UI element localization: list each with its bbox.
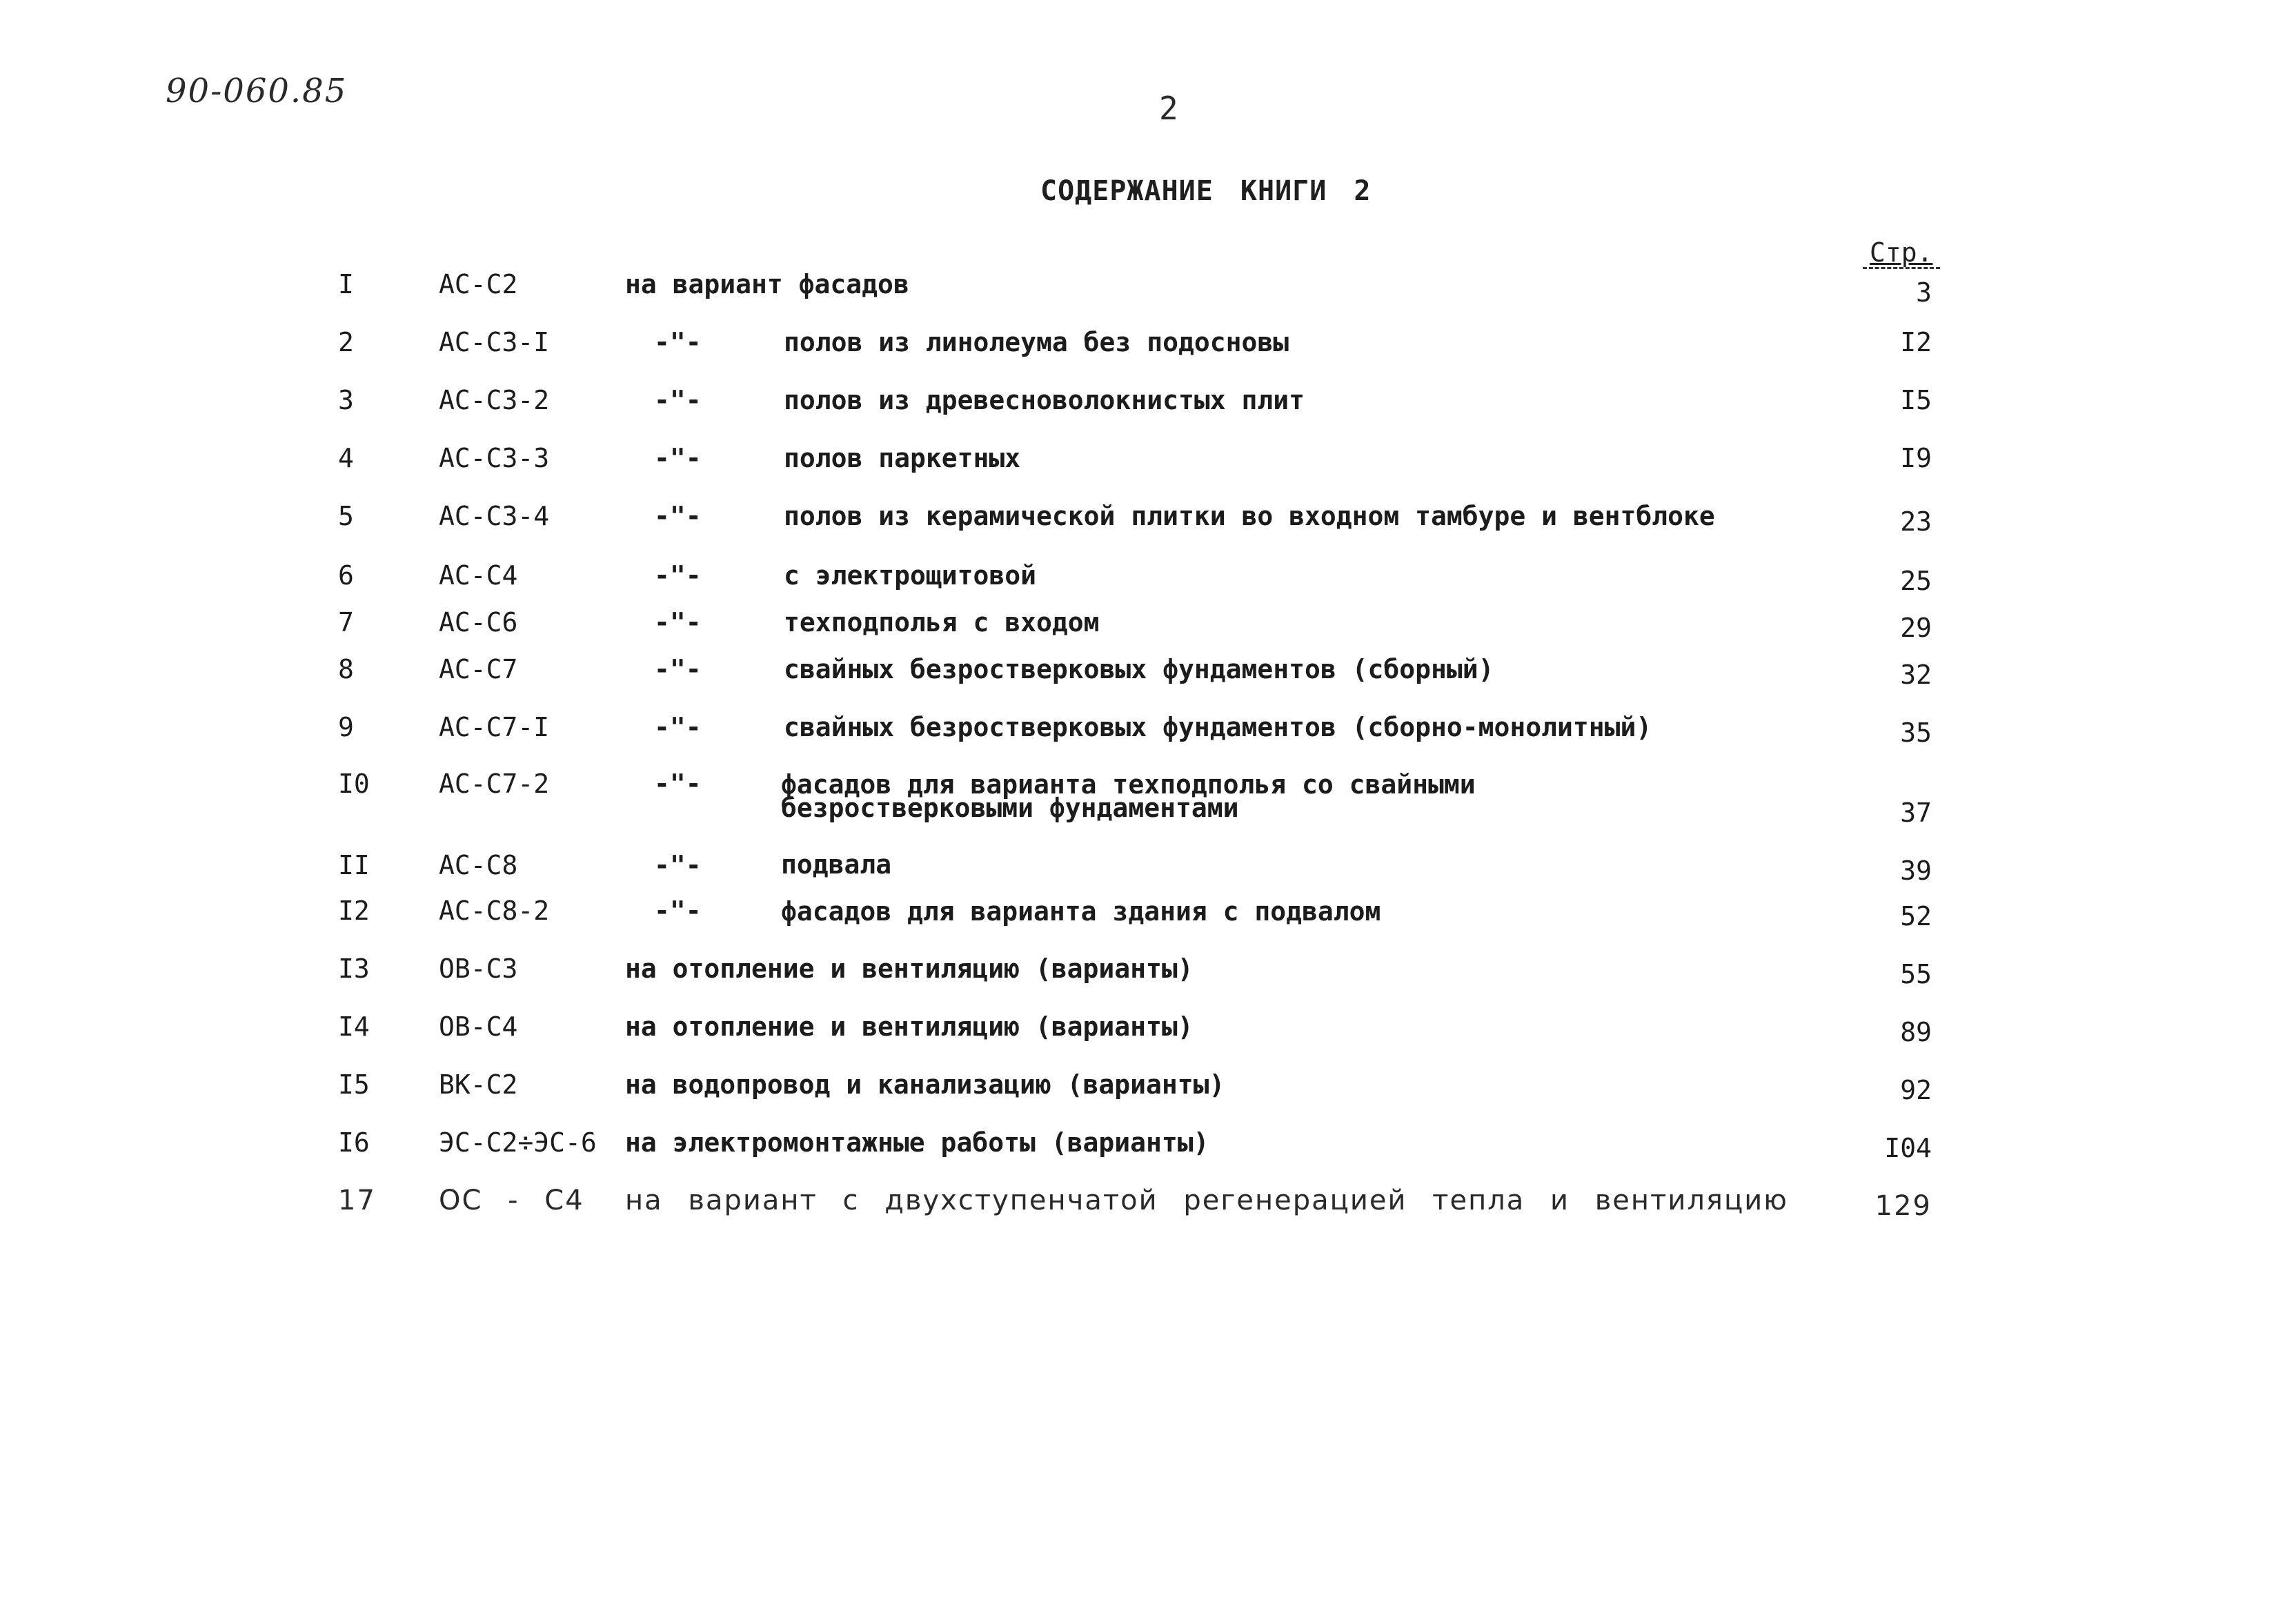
toc-row-page: 3 <box>1916 277 1932 308</box>
toc-row-number: 6 <box>338 560 354 591</box>
toc-row-number: 3 <box>338 385 354 415</box>
toc-row-description: на электромонтажные работы (варианты) <box>625 1127 1209 1158</box>
toc-row <box>0 328 2296 377</box>
toc-row <box>0 713 2296 762</box>
toc-row-description: на водопровод и канализацию (варианты) <box>625 1069 1225 1100</box>
toc-row-ditto: -"- <box>654 607 702 638</box>
toc-row <box>0 655 2296 704</box>
toc-row <box>0 897 2296 945</box>
toc-row-page: 129 <box>1874 1190 1932 1222</box>
toc-row-number: I5 <box>338 1069 370 1100</box>
toc-row-code: АС-С7-2 <box>439 769 550 799</box>
toc-row <box>0 770 2296 839</box>
toc-row-code: ЭС-С2÷ЭС-6 <box>439 1127 597 1158</box>
toc-row-page: 29 <box>1900 613 1932 643</box>
toc-row-ditto: -"- <box>654 385 702 415</box>
toc-row-code: АС-С7 <box>439 654 518 684</box>
toc-row-page: 32 <box>1900 660 1932 690</box>
toc-row-code: АС-С3-3 <box>439 443 550 473</box>
toc-row-page: I9 <box>1900 443 1932 473</box>
toc-row-description: свайных безростверковых фундаментов (сборный) <box>784 654 1494 684</box>
toc-row-description: на отопление и вентиляцию (варианты) <box>625 954 1194 984</box>
toc-row <box>0 851 2296 900</box>
toc-row-ditto: -"- <box>654 560 702 591</box>
toc-row-code: АС-С3-2 <box>439 385 550 415</box>
toc-row <box>0 386 2296 435</box>
toc-row-code: ВК-С2 <box>439 1069 518 1100</box>
toc-row-ditto: -"- <box>654 769 702 799</box>
toc-row-number: 4 <box>338 443 354 473</box>
toc-row-page: 39 <box>1900 856 1932 886</box>
toc-row-page: 92 <box>1900 1075 1932 1105</box>
toc-row-code: ОС - С4 <box>439 1185 584 1216</box>
toc-row-page: 37 <box>1900 798 1932 828</box>
toc-row-ditto: -"- <box>654 327 702 357</box>
toc-row <box>0 562 2296 610</box>
toc-row-code: ОВ-С4 <box>439 1011 518 1042</box>
toc-row-code: АС-С4 <box>439 560 518 591</box>
toc-row-ditto: -"- <box>654 443 702 473</box>
toc-row-code: АС-С3-4 <box>439 501 550 531</box>
toc-row-code: АС-С2 <box>439 269 518 299</box>
toc-row-page: 52 <box>1900 901 1932 931</box>
toc-row-code: ОВ-С3 <box>439 954 518 984</box>
toc-row-description: полов паркетных <box>784 443 1021 473</box>
toc-row-description: свайных безростверковых фундаментов (сборно-монолитный) <box>784 712 1652 742</box>
toc-row-number: I3 <box>338 954 370 984</box>
toc-row-ditto: -"- <box>654 896 702 926</box>
toc-row-code: АС-С3-I <box>439 327 550 357</box>
toc-row-description: подвала <box>781 849 892 880</box>
page-number: 2 <box>1159 90 1178 127</box>
toc-row-number: 8 <box>338 654 354 684</box>
toc-row-code: АС-С8-2 <box>439 896 550 926</box>
toc-row <box>0 502 2296 551</box>
toc-row-page: 35 <box>1900 718 1932 748</box>
toc-row-code: АС-С6 <box>439 607 518 638</box>
toc-row <box>0 955 2296 1003</box>
page-column-label: Стр. <box>1863 238 1940 269</box>
toc-row <box>0 609 2296 657</box>
toc-row-number: I <box>338 269 354 299</box>
toc-row <box>0 1013 2296 1061</box>
toc-row-ditto: -"- <box>654 654 702 684</box>
toc-row <box>0 1187 2296 1235</box>
toc-row-number: 9 <box>338 712 354 742</box>
toc-row-description: фасадов для варианта здания с подвалом <box>781 896 1381 927</box>
toc-row-page: 89 <box>1900 1017 1932 1047</box>
toc-row-page: 23 <box>1900 506 1932 537</box>
document-code: 90-060.85 <box>166 72 348 110</box>
toc-row-number: 7 <box>338 607 354 638</box>
toc-row-description: полов из керамической плитки во входном тамбуре и вентблоке <box>784 501 1715 531</box>
toc-row-number: I6 <box>338 1127 370 1158</box>
toc-row-number: I2 <box>338 896 370 926</box>
toc-row-description: с электрощитовой <box>784 560 1037 591</box>
toc-row-description: полов из линолеума без подосновы <box>784 327 1289 357</box>
toc-row-number: 2 <box>338 327 354 357</box>
toc-row <box>0 1129 2296 1177</box>
toc-row-number: 17 <box>338 1185 376 1216</box>
toc-row <box>0 1071 2296 1119</box>
toc-row-code: АС-С7-I <box>439 712 550 742</box>
toc-row-code: АС-С8 <box>439 850 518 880</box>
toc-row-description: техподполья с входом <box>784 607 1100 638</box>
toc-row-description: на вариант с двухступенчатой регенерацией тепла и вентиляцию <box>625 1185 1788 1216</box>
toc-row-description: полов из древесноволокнистых плит <box>784 385 1305 415</box>
toc-row-ditto: -"- <box>654 850 702 880</box>
toc-row-page: I04 <box>1884 1133 1932 1163</box>
toc-row-number: 5 <box>338 501 354 531</box>
page-title: СОДЕРЖАНИЕ КНИГИ 2 <box>1040 175 1372 207</box>
toc-row-ditto: -"- <box>654 501 702 531</box>
toc-row-page: 25 <box>1900 566 1932 596</box>
toc-row-description: на вариант фасадов <box>625 269 909 299</box>
toc-row <box>0 444 2296 493</box>
toc-row-page: 55 <box>1900 959 1932 989</box>
toc-row-page: I2 <box>1900 327 1932 357</box>
toc-row-description: на отопление и вентиляцию (варианты) <box>625 1011 1194 1042</box>
toc-row-number: I0 <box>338 769 370 799</box>
toc-row-number: I4 <box>338 1011 370 1042</box>
toc-row-page: I5 <box>1900 385 1932 415</box>
toc-row-number: II <box>338 850 370 880</box>
toc-row-ditto: -"- <box>654 712 702 742</box>
toc-row <box>0 270 2296 319</box>
toc-row-description: фасадов для варианта техподполья со свайными безростверковыми фундаментами <box>781 769 1476 823</box>
